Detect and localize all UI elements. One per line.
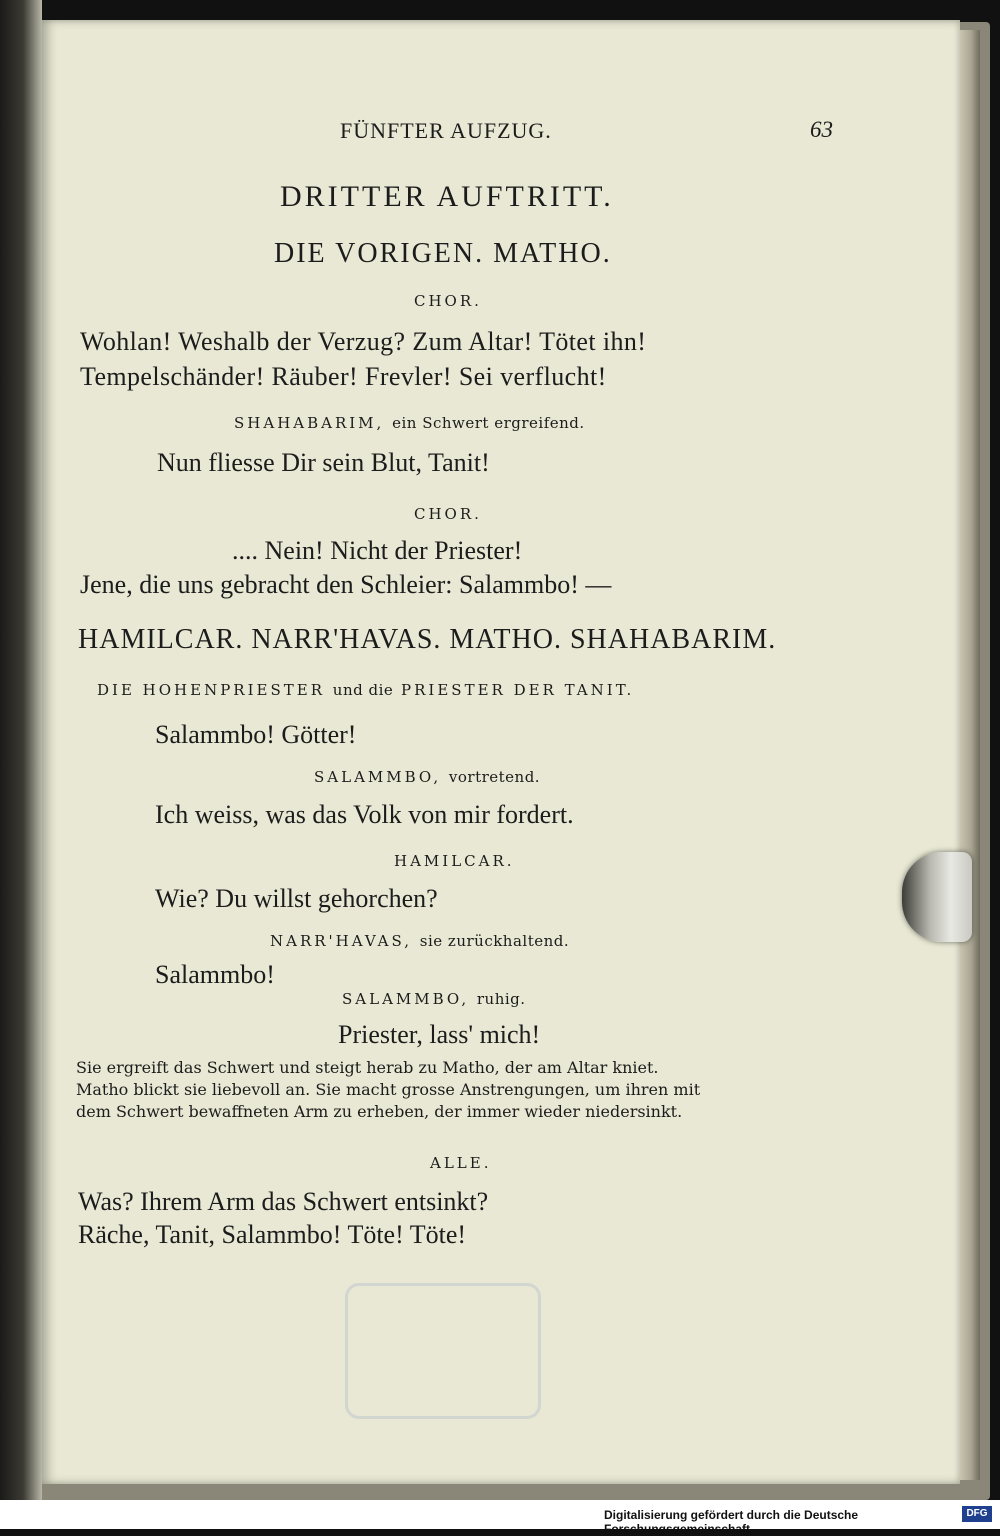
verse-line: Salammbo! (155, 960, 275, 989)
verse-line: Priester, lass' mich! (338, 1020, 541, 1049)
page-clip (902, 852, 972, 942)
speaker-name: SHAHABARIM, (234, 414, 385, 432)
speaker-salammbo (314, 768, 540, 786)
speaker-name: SALAMMBO, (342, 990, 470, 1008)
verse-line: Salammbo! Götter! (155, 720, 357, 749)
page-number: 63 (810, 117, 833, 142)
speaker-alle: ALLE. (430, 1154, 492, 1172)
footer-bar (0, 1500, 1000, 1536)
speaker-chor: CHOR. (414, 292, 482, 310)
persons-on-stage: DIE VORIGEN. MATHO. (274, 238, 612, 269)
stage-direction: ruhig. (476, 990, 526, 1008)
running-title: FÜNFTER AUFZUG. (340, 118, 552, 143)
funding-note: Digitalisierung gefördert durch die Deutsche Forschungsgemeinschaft - (604, 1508, 859, 1536)
speaker-salammbo (342, 990, 526, 1008)
verse-line: Nun fliesse Dir sein Blut, Tanit! (157, 448, 490, 477)
verse-line: Wohlan! Weshalb der Verzug? Zum Altar! Tötet ihn! (80, 327, 647, 356)
stage-direction: sie zurückhaltend. (419, 932, 570, 950)
page-edge (958, 30, 980, 1480)
speaker-name: PRIESTER DER TANIT. (401, 681, 635, 699)
verse-line: Was? Ihrem Arm das Schwert entsinkt? (78, 1187, 489, 1216)
speaker-name: DIE HOHENPRIESTER (97, 681, 325, 699)
stage-direction-text: dem Schwert bewaffneten Arm zu erheben, der immer wieder niedersinkt. (76, 1102, 683, 1121)
library-stamp (345, 1283, 541, 1419)
speaker-chor: CHOR. (414, 505, 482, 523)
scene-title: DRITTER AUFTRITT. (280, 180, 614, 213)
speaker-group (97, 681, 634, 699)
speaker-name: NARR'HAVAS, (270, 932, 412, 950)
verse-line: .... Nein! Nicht der Priester! (232, 536, 523, 565)
book-page (42, 20, 960, 1484)
speaker-name: SALAMMBO, (314, 768, 442, 786)
speaker-shahabarim (234, 414, 585, 432)
book-spine (0, 0, 42, 1500)
stage-direction: ein Schwert ergreifend. (392, 414, 585, 432)
verse-line: Räche, Tanit, Salammbo! Töte! Töte! (78, 1220, 467, 1249)
verse-line: Jene, die uns gebracht den Schleier: Salammbo! — (80, 570, 612, 599)
dfg-logo: DFG (962, 1506, 992, 1522)
connector: und die (332, 681, 394, 699)
verse-line: Ich weiss, was das Volk von mir fordert. (155, 800, 574, 829)
stage-direction-text: Matho blickt sie liebevoll an. Sie macht grosse Anstrengungen, um ihren mit (76, 1080, 701, 1099)
speaker-hamilcar: HAMILCAR. (394, 852, 515, 870)
verse-line: Tempelschänder! Räuber! Frevler! Sei verflucht! (80, 362, 607, 391)
verse-line: Wie? Du willst gehorchen? (155, 884, 438, 913)
stage-direction: vortretend. (448, 768, 541, 786)
speaker-narrhavas (270, 932, 569, 950)
persons-on-stage: HAMILCAR. NARR'HAVAS. MATHO. SHAHABARIM. (78, 624, 777, 655)
stage-direction-text: Sie ergreift das Schwert und steigt herab zu Matho, der am Altar kniet. (76, 1058, 659, 1077)
